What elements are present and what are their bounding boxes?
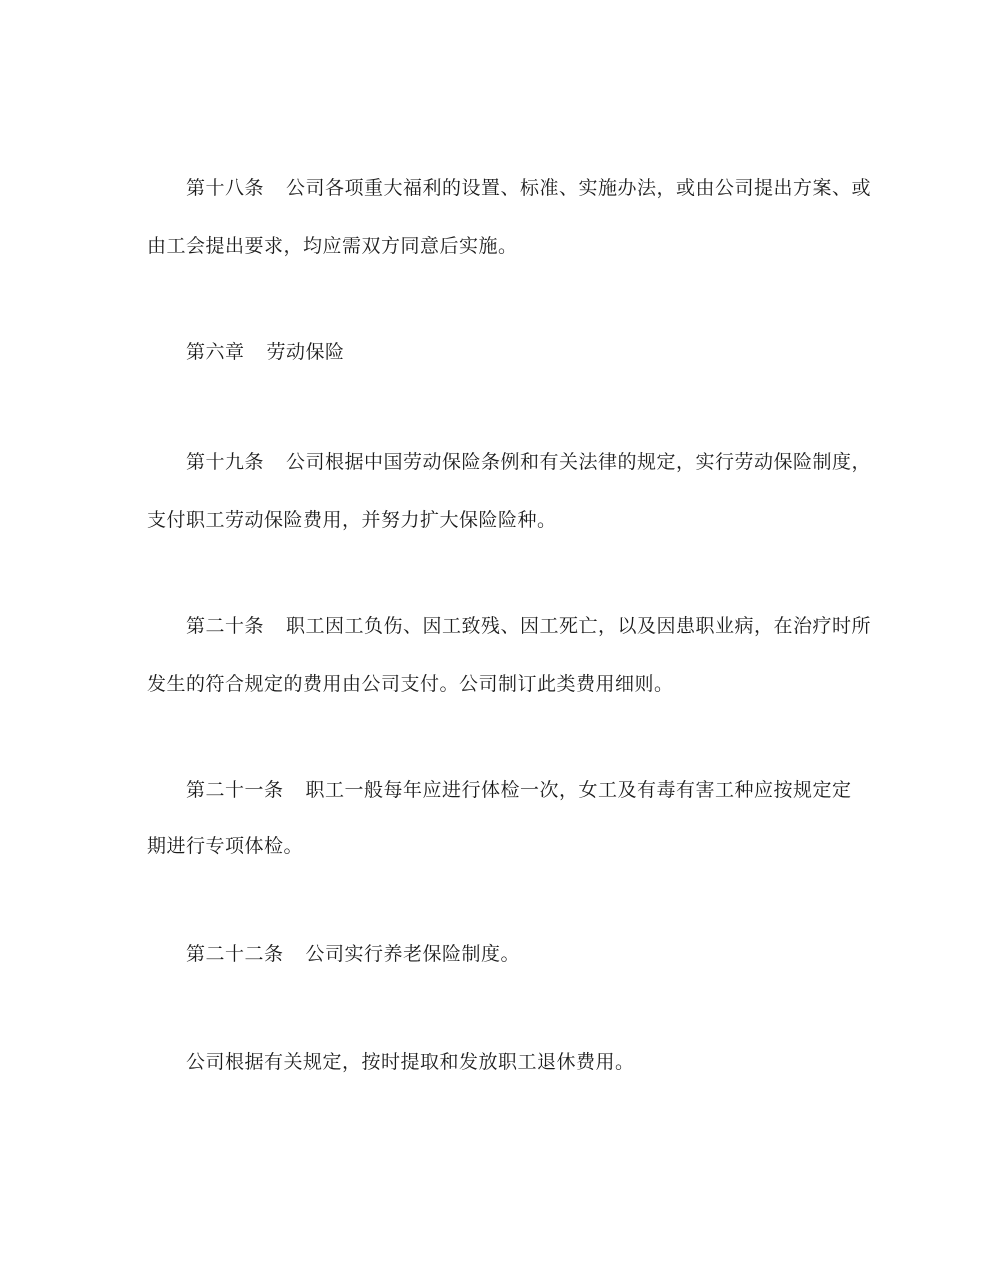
article-18-line-1 <box>186 176 906 200</box>
article-22-line-1 <box>186 942 906 966</box>
retirement-paragraph: 公司根据有关规定，按时提取和发放职工退休费用。 <box>186 1051 635 1073</box>
article-18-text-1: 公司各项重大福利的设置、标准、实施办法，或由公司提出方案、或 <box>286 177 872 199</box>
article-21-label: 第二十一条 <box>186 779 284 801</box>
article-20-label: 第二十条 <box>186 615 265 637</box>
article-18-label: 第十八条 <box>186 177 265 199</box>
article-19-line-2: 支付职工劳动保险费用，并努力扩大保险险种。 <box>147 509 557 531</box>
article-21-line-2: 期进行专项体检。 <box>147 835 304 857</box>
chapter-6-heading <box>186 340 906 364</box>
article-19-text-1: 公司根据中国劳动保险条例和有关法律的规定，实行劳动保险制度， <box>286 451 872 473</box>
article-20-line-2: 发生的符合规定的费用由公司支付。公司制订此类费用细则。 <box>147 673 674 695</box>
article-18-line-2: 由工会提出要求，均应需双方同意后实施。 <box>147 235 518 257</box>
article-22-label: 第二十二条 <box>186 943 284 965</box>
article-20-text-1: 职工因工负伤、因工致残、因工死亡，以及因患职业病，在治疗时所 <box>286 615 872 637</box>
article-20-line-1 <box>186 614 906 638</box>
chapter-6-label: 第六章 <box>186 341 245 363</box>
article-19-label: 第十九条 <box>186 451 265 473</box>
article-19-line-1 <box>186 450 906 474</box>
chapter-6-title: 劳动保险 <box>266 341 345 363</box>
article-21-line-1 <box>186 778 906 802</box>
article-21-text-1: 职工一般每年应进行体检一次，女工及有毒有害工种应按规定定 <box>305 779 852 801</box>
article-22-text-1: 公司实行养老保险制度。 <box>305 943 521 965</box>
